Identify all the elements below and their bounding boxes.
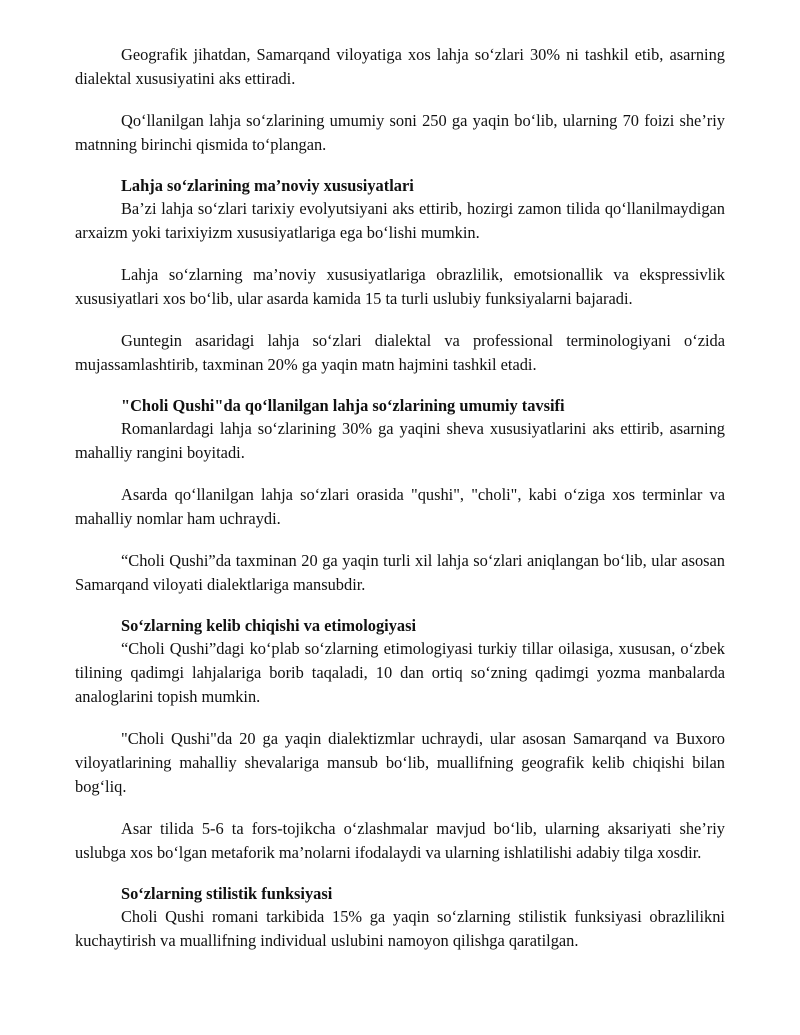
- section-heading: So‘zlarning stilistik funksiyasi: [121, 884, 333, 903]
- paragraph: Asar tilida 5-6 ta fors-tojikcha o‘zlashmalar mavjud bo‘lib, ularning aksariyati she’riy uslubga xos bo‘lgan metaforik ma’nolarni ifodalaydi va ularning ishlatilishi adabiy tilga xosdir.: [75, 819, 725, 862]
- paragraph: “Choli Qushi”dagi ko‘plab so‘zlarning etimologiyasi turkiy tillar oilasiga, xususan, o‘zbek tilining qadimgi lahjalariga borib taqaladi, 10 dan ortiq so‘zning qadimgi yozma manbalarda analoglarini topish mumkin.: [75, 639, 725, 706]
- paragraph: Choli Qushi romani tarkibida 15% ga yaqin so‘zlarning stilistik funksiyasi obrazlilikni kuchaytirish va muallifning individual uslubini namoyon qilishga qaratilgan.: [75, 907, 725, 950]
- paragraph: “Choli Qushi”da taxminan 20 ga yaqin turli xil lahja so‘zlari aniqlangan bo‘lib, ular asosan Samarqand viloyati dialektlariga mansubdir.: [75, 551, 725, 594]
- paragraph: "Choli Qushi"da 20 ga yaqin dialektizmlar uchraydi, ular asosan Samarqand va Buxoro viloyatlarining mahalliy shevalariga mansub bo‘lib, muallifning geografik kelib chiqishi bilan bog‘liq.: [75, 729, 725, 796]
- paragraph: Asarda qo‘llanilgan lahja so‘zlari orasida "qushi", "choli", kabi o‘ziga xos terminlar va mahalliy nomlar ham uchraydi.: [75, 485, 725, 528]
- paragraph: Qo‘llanilgan lahja so‘zlarining umumiy soni 250 ga yaqin bo‘lib, ularning 70 foizi she’riy matnning birinchi qismida to‘plangan.: [75, 111, 725, 154]
- paragraph: Romanlardagi lahja so‘zlarining 30% ga yaqini sheva xususiyatlarini aks ettirib, asarning mahalliy rangini boyitadi.: [75, 419, 725, 462]
- paragraph: Ba’zi lahja so‘zlari tarixiy evolyutsiyani aks ettirib, hozirgi zamon tilida qo‘llanilmaydigan arxaizm yoki tarixiyizm xususiyatlariga ega bo‘lishi mumkin.: [75, 199, 725, 242]
- paragraph: Guntegin asaridagi lahja so‘zlari dialektal va professional terminologiyani o‘zida mujassamlashtirib, taxminan 20% ga yaqin matn hajmini tashkil etadi.: [75, 331, 725, 374]
- section-heading: Lahja so‘zlarining ma’noviy xususiyatlari: [121, 176, 414, 195]
- paragraph: Lahja so‘zlarning ma’noviy xususiyatlariga obrazlilik, emotsionallik va ekspressivlik xususiyatlari xos bo‘lib, ular asarda kamida 15 ta turli uslubiy funksiyalarni bajaradi.: [75, 265, 725, 308]
- paragraph: Geografik jihatdan, Samarqand viloyatiga xos lahja so‘zlari 30% ni tashkil etib, asarning dialektal xususiyatini aks ettiradi.: [75, 45, 725, 88]
- section-heading: "Choli Qushi"da qo‘llanilgan lahja so‘zlarining umumiy tavsifi: [121, 396, 565, 415]
- section-heading: So‘zlarning kelib chiqishi va etimologiyasi: [121, 616, 417, 635]
